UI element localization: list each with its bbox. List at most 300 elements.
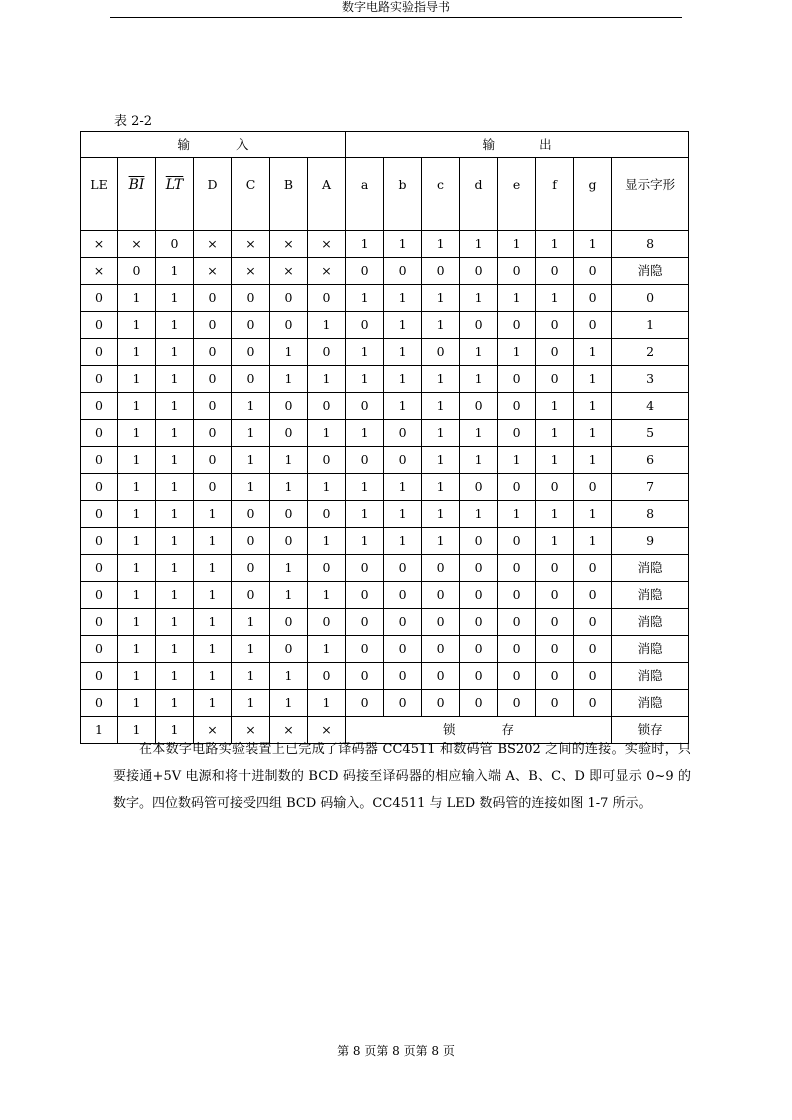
table-cell: 0 [574, 312, 612, 339]
table-cell: 1 [498, 231, 536, 258]
table-cell: 0 [270, 420, 308, 447]
table-cell: 0 [498, 555, 536, 582]
col-header-seg-f: f [536, 158, 574, 231]
latch-outputs-label: 锁存 [443, 722, 561, 737]
table-cell: 0 [384, 609, 422, 636]
table-cell: 0 [232, 312, 270, 339]
table-cell: 1 [422, 528, 460, 555]
table-cell: 0 [81, 636, 118, 663]
table-cell: 1 [156, 501, 194, 528]
table-cell: 1 [270, 366, 308, 393]
table-cell: 0 [460, 528, 498, 555]
table-cell: 0 [270, 609, 308, 636]
table-cell: 0 [270, 636, 308, 663]
table-cell: 1 [498, 501, 536, 528]
table-cell: 1 [232, 690, 270, 717]
col-header-display: 显示字形 [612, 158, 689, 231]
table-cell: 5 [612, 420, 689, 447]
table-cell: 0 [308, 447, 346, 474]
table-cell: 1 [384, 474, 422, 501]
table-cell: 0 [81, 285, 118, 312]
col-header-c: C [232, 158, 270, 231]
table-cell: 0 [422, 663, 460, 690]
table-cell: 0 [498, 636, 536, 663]
table-cell: 1 [536, 393, 574, 420]
table-cell: 0 [574, 582, 612, 609]
table-cell: 0 [460, 663, 498, 690]
table-cell: 1 [422, 474, 460, 501]
table-cell: 1 [194, 582, 232, 609]
table-cell: 1 [81, 717, 118, 744]
table-cell: × [194, 717, 232, 744]
table-cell: 1 [536, 501, 574, 528]
table-cell: 1 [270, 663, 308, 690]
table-cell: 1 [156, 285, 194, 312]
table-cell: 1 [536, 528, 574, 555]
table-cell: 1 [194, 690, 232, 717]
table-cell: 0 [536, 312, 574, 339]
table-cell: 0 [422, 636, 460, 663]
table-cell: 1 [156, 447, 194, 474]
table-cell: 1 [308, 582, 346, 609]
table-cell: 0 [574, 609, 612, 636]
col-header-b: B [270, 158, 308, 231]
table-cell: 1 [422, 366, 460, 393]
table-cell: 1 [156, 609, 194, 636]
table-cell: 1 [422, 447, 460, 474]
table-cell: 0 [308, 339, 346, 366]
table-cell: 1 [194, 528, 232, 555]
table-cell: 1 [536, 447, 574, 474]
table-cell: 0 [574, 690, 612, 717]
table-cell: 1 [574, 447, 612, 474]
table-cell: 0 [270, 312, 308, 339]
table-cell: 1 [156, 690, 194, 717]
table-cell: 0 [346, 609, 384, 636]
table-cell: 1 [118, 447, 156, 474]
table-cell: 0 [498, 690, 536, 717]
table-cell: 1 [422, 501, 460, 528]
column-header-row [81, 158, 689, 231]
table-cell: 1 [536, 231, 574, 258]
table-cell: 0 [81, 663, 118, 690]
table-cell: 0 [232, 528, 270, 555]
table-cell: 0 [81, 501, 118, 528]
table-row [81, 609, 689, 636]
table-cell: 0 [232, 501, 270, 528]
table-cell: 0 [460, 258, 498, 285]
table-row [81, 690, 689, 717]
table-cell: 消隐 [612, 663, 689, 690]
table-cell: 0 [156, 231, 194, 258]
table-cell: 0 [308, 393, 346, 420]
table-cell: 1 [118, 663, 156, 690]
table-cell: 1 [574, 366, 612, 393]
table-cell: 0 [536, 690, 574, 717]
table-cell: 消隐 [612, 609, 689, 636]
table-row [81, 312, 689, 339]
table-cell: 0 [536, 582, 574, 609]
table-cell: 1 [270, 339, 308, 366]
table-cell: 0 [81, 420, 118, 447]
table-cell: 1 [232, 663, 270, 690]
table-cell: 1 [156, 582, 194, 609]
table-row [81, 231, 689, 258]
table-cell: 1 [536, 420, 574, 447]
table-cell: 1 [574, 393, 612, 420]
col-header-le: LE [81, 158, 118, 231]
table-cell: 1 [118, 582, 156, 609]
table-cell: 1 [384, 366, 422, 393]
table-cell: 1 [574, 501, 612, 528]
page-footer: 第 8 页第 8 页第 8 页 [337, 1044, 455, 1058]
table-cell: 3 [612, 366, 689, 393]
table-cell: 1 [308, 528, 346, 555]
input-group-header: 输入 [81, 132, 346, 158]
col-header-a: A [308, 158, 346, 231]
table-cell: 0 [460, 609, 498, 636]
table-cell: 1 [346, 339, 384, 366]
table-cell: 0 [422, 339, 460, 366]
table-cell: 1 [346, 474, 384, 501]
table-cell: 1 [232, 636, 270, 663]
col-header-seg-b: b [384, 158, 422, 231]
table-cell: 1 [536, 285, 574, 312]
table-cell: 0 [536, 339, 574, 366]
table-cell: 1 [118, 528, 156, 555]
table-cell: 0 [194, 474, 232, 501]
table-cell: 0 [81, 474, 118, 501]
table-cell: 0 [194, 447, 232, 474]
table-cell: × [81, 231, 118, 258]
table-cell: 4 [612, 393, 689, 420]
table-cell: 1 [384, 501, 422, 528]
table-cell: 0 [346, 258, 384, 285]
table-cell: 0 [574, 474, 612, 501]
table-cell: 9 [612, 528, 689, 555]
table-cell: 0 [118, 258, 156, 285]
table-cell: 1 [384, 231, 422, 258]
table-row [81, 555, 689, 582]
table-cell: 1 [118, 636, 156, 663]
table-cell: 0 [384, 663, 422, 690]
table-cell: 0 [460, 636, 498, 663]
table-cell: 1 [346, 501, 384, 528]
table-cell: 0 [574, 258, 612, 285]
table-row [81, 501, 689, 528]
table-cell: 1 [232, 609, 270, 636]
table-cell: 0 [422, 555, 460, 582]
table-cell: 0 [346, 636, 384, 663]
table-cell: 1 [118, 474, 156, 501]
table-cell: 0 [536, 609, 574, 636]
table-cell: 1 [156, 366, 194, 393]
table-cell: 1 [118, 717, 156, 744]
table-cell: 消隐 [612, 582, 689, 609]
table-cell: × [194, 231, 232, 258]
table-cell: 0 [498, 663, 536, 690]
table-cell: 0 [574, 663, 612, 690]
table-cell: 7 [612, 474, 689, 501]
table-row [81, 663, 689, 690]
table-cell: 0 [422, 690, 460, 717]
table-cell: 0 [232, 339, 270, 366]
table-cell: 0 [536, 663, 574, 690]
table-cell: 1 [118, 393, 156, 420]
page-header: 数字电路实验指导书 [110, 0, 682, 18]
table-cell: 消隐 [612, 555, 689, 582]
table-row [81, 420, 689, 447]
table-cell: 1 [118, 555, 156, 582]
truth-table [80, 131, 689, 744]
table-cell: 0 [346, 690, 384, 717]
table-cell: 0 [346, 555, 384, 582]
table-cell: 1 [460, 501, 498, 528]
table-cell: 0 [308, 555, 346, 582]
table-cell: × [270, 258, 308, 285]
table-cell: 1 [270, 690, 308, 717]
table-cell: 0 [536, 366, 574, 393]
table-cell: 0 [270, 501, 308, 528]
table-cell: 0 [81, 555, 118, 582]
table-cell: 1 [232, 393, 270, 420]
table-cell: 1 [308, 690, 346, 717]
table-cell: 1 [308, 366, 346, 393]
table-cell: 0 [498, 366, 536, 393]
table-cell: 0 [536, 555, 574, 582]
table-cell: 1 [156, 393, 194, 420]
table-cell: 0 [308, 285, 346, 312]
table-cell: 0 [498, 609, 536, 636]
table-cell: 1 [194, 555, 232, 582]
table-cell: 0 [81, 312, 118, 339]
table-cell: 1 [118, 285, 156, 312]
table-cell: 1 [156, 636, 194, 663]
col-header-seg-c: c [422, 158, 460, 231]
table-cell: 0 [232, 555, 270, 582]
col-header-seg-a: a [346, 158, 384, 231]
table-cell: 1 [194, 636, 232, 663]
table-cell: 0 [498, 393, 536, 420]
table-cell: 1 [574, 420, 612, 447]
table-cell: 0 [232, 285, 270, 312]
table-cell: 1 [384, 312, 422, 339]
table-cell: 1 [156, 717, 194, 744]
table-cell: 1 [422, 285, 460, 312]
table-cell: 1 [422, 231, 460, 258]
table-row [81, 258, 689, 285]
table-cell: 0 [384, 258, 422, 285]
table-cell: 0 [194, 312, 232, 339]
table-cell: 1 [574, 231, 612, 258]
table-cell: 消隐 [612, 636, 689, 663]
table-cell: 0 [232, 366, 270, 393]
table-row [81, 528, 689, 555]
table-cell: 0 [574, 285, 612, 312]
table-cell: 0 [81, 366, 118, 393]
table-cell: 0 [81, 690, 118, 717]
table-cell: 1 [194, 609, 232, 636]
table-cell: 1 [384, 339, 422, 366]
table-row [81, 339, 689, 366]
table-cell: 1 [498, 447, 536, 474]
table-cell: 1 [270, 582, 308, 609]
group-header-row [81, 132, 689, 158]
col-header-lt: $\overline{LT}$ [156, 158, 194, 231]
table-cell: 1 [270, 474, 308, 501]
table-cell: 0 [536, 636, 574, 663]
col-header-seg-d: d [460, 158, 498, 231]
table-cell: 0 [498, 582, 536, 609]
table-cell: 0 [498, 474, 536, 501]
table-cell: 0 [308, 609, 346, 636]
table-cell: 1 [498, 339, 536, 366]
table-cell: 8 [612, 501, 689, 528]
table-cell: 1 [422, 393, 460, 420]
table-cell: 0 [81, 528, 118, 555]
output-group-header: 输出 [346, 132, 689, 158]
table-row [81, 447, 689, 474]
table-cell: 1 [346, 366, 384, 393]
table-cell: 0 [460, 555, 498, 582]
table-cell: × [308, 258, 346, 285]
table-cell: 1 [232, 447, 270, 474]
table-cell: 0 [81, 609, 118, 636]
table-cell: 1 [422, 420, 460, 447]
table-cell: 0 [460, 393, 498, 420]
table-cell: 0 [346, 582, 384, 609]
table-cell: 1 [384, 285, 422, 312]
table-cell: 0 [308, 501, 346, 528]
table-cell: 0 [536, 474, 574, 501]
table-cell: 1 [118, 339, 156, 366]
table-cell: 0 [194, 420, 232, 447]
table-cell: 1 [156, 663, 194, 690]
table-cell: 0 [194, 339, 232, 366]
table-cell: 0 [384, 555, 422, 582]
table-cell: 0 [384, 690, 422, 717]
table-cell: 1 [460, 447, 498, 474]
table-cell: 1 [384, 393, 422, 420]
table-cell: 1 [460, 231, 498, 258]
table-cell: 1 [498, 285, 536, 312]
table-cell: 1 [156, 420, 194, 447]
table-cell: 0 [384, 447, 422, 474]
table-cell: 消隐 [612, 258, 689, 285]
table-cell: 1 [118, 420, 156, 447]
table-cell: × [232, 258, 270, 285]
table-cell: 1 [118, 366, 156, 393]
table-cell: 0 [422, 258, 460, 285]
col-header-d: D [194, 158, 232, 231]
table-row [81, 285, 689, 312]
table-cell: 1 [156, 312, 194, 339]
table-cell: 0 [194, 366, 232, 393]
table-cell: 1 [308, 420, 346, 447]
table-cell: × [81, 258, 118, 285]
table-cell: 8 [612, 231, 689, 258]
table-cell: 1 [574, 339, 612, 366]
table-cell: 0 [498, 420, 536, 447]
table-row [81, 474, 689, 501]
table-cell: 1 [574, 528, 612, 555]
table-cell: 1 [156, 258, 194, 285]
table-cell: 0 [422, 609, 460, 636]
table-row [81, 636, 689, 663]
table-row [81, 366, 689, 393]
table-cell: 0 [384, 582, 422, 609]
table-cell: 0 [81, 339, 118, 366]
table-cell: 0 [346, 312, 384, 339]
table-cell: 0 [81, 393, 118, 420]
table-cell: 1 [308, 474, 346, 501]
table-cell: 1 [460, 339, 498, 366]
table-cell: × [270, 717, 308, 744]
table-cell: 1 [118, 609, 156, 636]
table-cell: 1 [118, 690, 156, 717]
table-cell: 1 [156, 555, 194, 582]
table-cell: 0 [346, 393, 384, 420]
col-header-seg-e: e [498, 158, 536, 231]
table-row [81, 582, 689, 609]
table-cell: 1 [346, 285, 384, 312]
table-cell: × [232, 231, 270, 258]
table-cell: 0 [460, 312, 498, 339]
table-cell: × [118, 231, 156, 258]
table-cell: 0 [460, 474, 498, 501]
body-paragraph [113, 736, 691, 817]
table-cell: 1 [232, 474, 270, 501]
table-cell: 1 [384, 528, 422, 555]
table-cell: 消隐 [612, 690, 689, 717]
table-cell: × [232, 717, 270, 744]
table-cell: 1 [346, 420, 384, 447]
table-cell: 0 [460, 690, 498, 717]
table-cell: 1 [156, 474, 194, 501]
table-cell: 6 [612, 447, 689, 474]
table-row [81, 393, 689, 420]
table-cell: 2 [612, 339, 689, 366]
table-cell: 0 [270, 285, 308, 312]
table-cell: 0 [460, 582, 498, 609]
table-cell: 0 [384, 636, 422, 663]
table-cell: 0 [498, 312, 536, 339]
table-cell: 1 [460, 366, 498, 393]
table-cell: 0 [498, 258, 536, 285]
table-cell: 1 [270, 555, 308, 582]
table-cell: × [270, 231, 308, 258]
table-cell: 0 [308, 663, 346, 690]
table-cell: 1 [270, 447, 308, 474]
table-cell: 0 [346, 663, 384, 690]
paragraph-text: 在本数字电路实验装置上已完成了译码器 CC4511 和数码管 BS202 之间的连接。实验时，只要接通+5V 电源和将十进制数的 BCD 码接至译码器的相应输入端 A、B、C、D 即可显示 0~9 的数字。四位数码管可接受四组 BCD 码输入。CC4511 与 LED 数码管的连接如图 1-7 所示。 [113, 742, 691, 811]
table-cell: 1 [308, 312, 346, 339]
table-cell: 0 [574, 555, 612, 582]
col-header-bi: $\overline{BI}$ [118, 158, 156, 231]
table-cell: 1 [156, 528, 194, 555]
table-cell: 1 [232, 420, 270, 447]
table-cell: 1 [118, 501, 156, 528]
table-cell: 1 [460, 420, 498, 447]
table-cell: 1 [156, 339, 194, 366]
table-cell: 1 [346, 528, 384, 555]
table-cell: 0 [194, 285, 232, 312]
latch-display-cell: 锁存 [612, 717, 689, 744]
table-cell: 1 [460, 285, 498, 312]
table-cell: × [308, 717, 346, 744]
table-cell: 1 [612, 312, 689, 339]
table-cell: 0 [270, 528, 308, 555]
